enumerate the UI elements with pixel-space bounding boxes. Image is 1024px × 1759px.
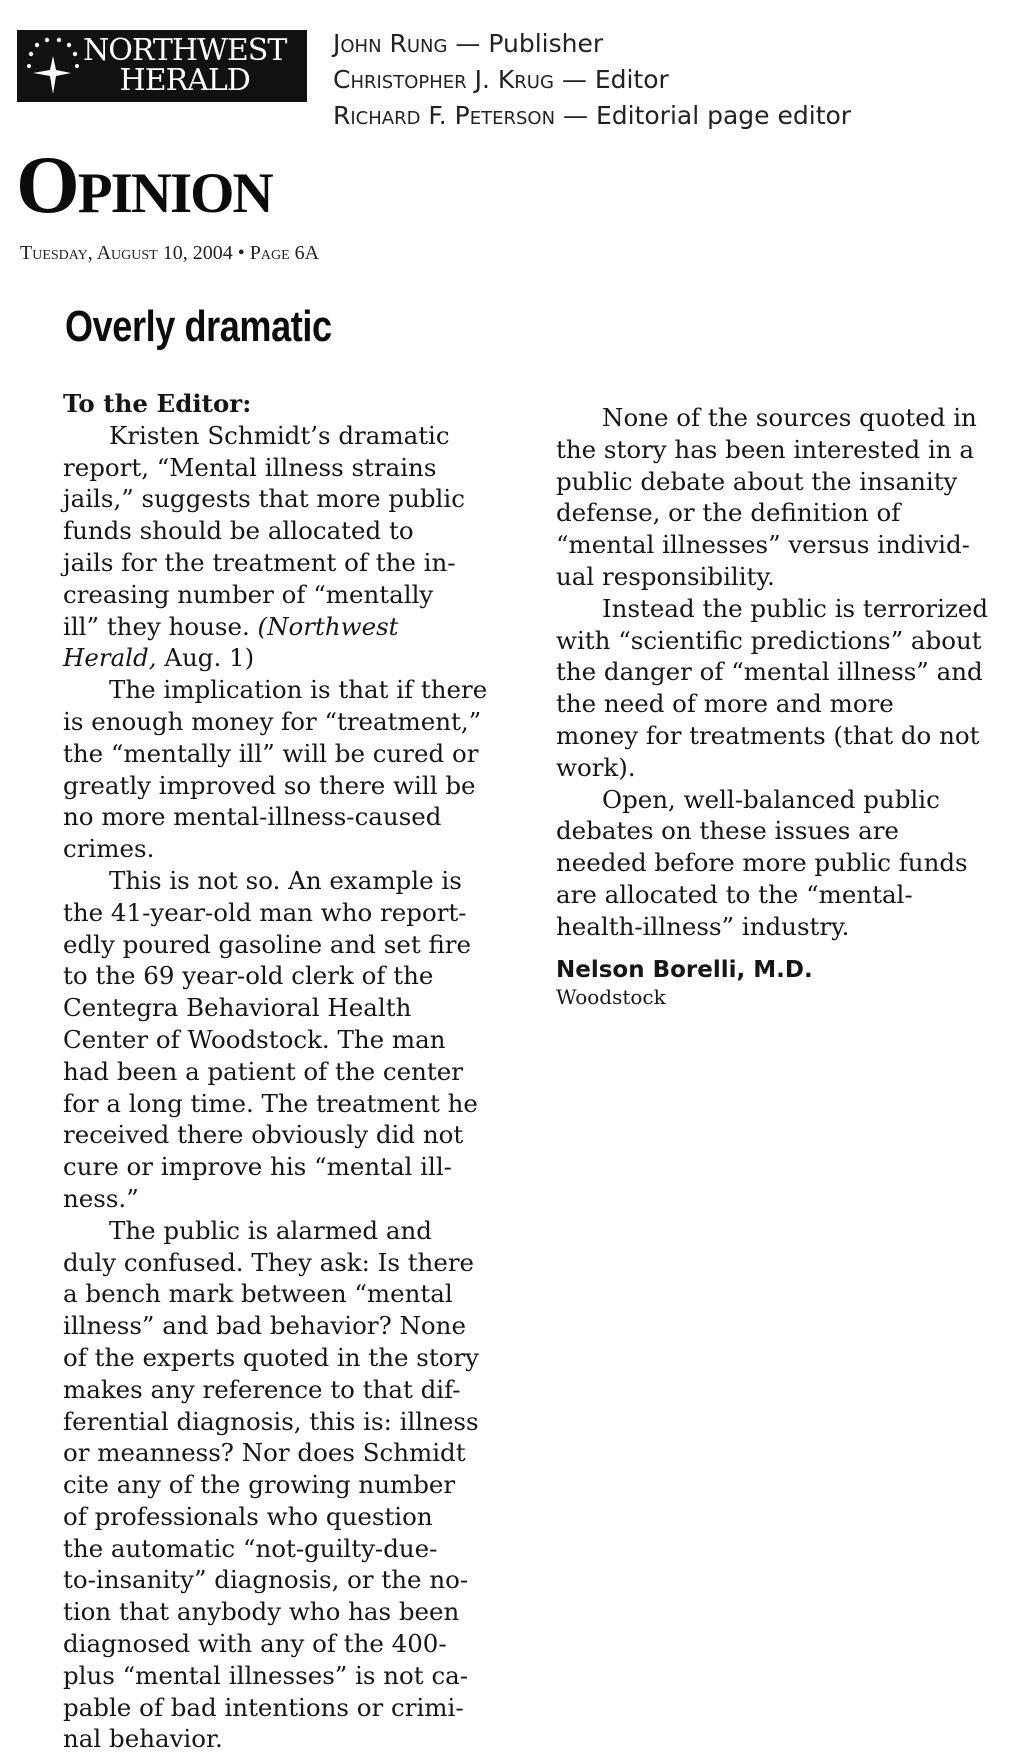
text-line: jails,” suggests that more public (63, 484, 465, 514)
text-line: plus “mental illnesses” is not ca- (63, 1660, 469, 1690)
text-line: report, “Mental illness strains (63, 452, 437, 482)
staff-name: Richard F. Peterson (333, 101, 556, 130)
text-line: illness” and bad behavior? None (63, 1311, 466, 1341)
text-line: had been a patient of the center (63, 1056, 463, 1086)
text-line: greatly improved so there will be (63, 770, 476, 800)
text-line: health-illness” industry. (556, 911, 850, 941)
text-line: the 41-year-old man who report- (63, 897, 467, 927)
text-line: cite any of the growing number (63, 1470, 456, 1500)
text-line: money for treatments (that do not (556, 720, 980, 750)
text-line: ill” they house. (Northwest (63, 611, 399, 641)
text-line: nal behavior. (63, 1724, 223, 1754)
text-line: public debate about the insanity (556, 466, 958, 496)
article-column-right (556, 402, 1016, 1009)
staff-row: Richard F. Peterson — Editorial page editor (333, 101, 852, 130)
staff-role: Editor (594, 65, 669, 94)
text-line: “mental illnesses” versus individ- (556, 530, 970, 560)
logo-line-1: NORTHWEST (83, 33, 287, 68)
dateline: Tuesday, August 10, 2004 • Page 6A (20, 242, 320, 264)
logo-line-2: HERALD (119, 63, 250, 98)
text-line: a bench mark between “mental (63, 1279, 453, 1309)
text-line: or meanness? Nor does Schmidt (63, 1438, 466, 1468)
text-line: to the 69 year-old clerk of the (63, 961, 434, 991)
text-line: makes any reference to that dif- (63, 1374, 461, 1404)
text-line: duly confused. They ask: Is there (63, 1247, 475, 1277)
text-line: edly poured gasoline and set fire (63, 929, 472, 959)
text-line: The public is alarmed and (109, 1215, 432, 1245)
section-title: Opinion (16, 139, 272, 230)
staff-row: Christopher J. Krug — Editor (333, 65, 669, 94)
text-line: needed before more public funds (556, 848, 968, 878)
text-line: received there obviously did not (63, 1120, 464, 1150)
text-line: cure or improve his “mental ill- (63, 1152, 452, 1182)
text-line: the danger of “mental illness” and (556, 657, 983, 687)
text-line: tion that anybody who has been (63, 1597, 460, 1627)
text-line: crimes. (63, 834, 155, 864)
text-line: for a long time. The treatment he (63, 1088, 478, 1118)
text-line: This is not so. An example is (109, 865, 462, 895)
signature-name: Nelson Borelli, M.D. (556, 956, 813, 983)
text-line: defense, or the definition of (556, 498, 901, 528)
italic-citation: Herald, (63, 643, 157, 673)
text-line: creasing number of “mentally (63, 579, 434, 609)
text-line: work). (556, 752, 636, 782)
text-line: to-insanity” diagnosis, or the no- (63, 1565, 469, 1595)
text-line: of the experts quoted in the story (63, 1342, 479, 1372)
text-line: Centegra Behavioral Health (63, 993, 412, 1023)
text-line: the story has been interested in a (556, 434, 974, 464)
article-headline: Overly dramatic (65, 302, 332, 351)
text-line: ness.” (63, 1183, 139, 1213)
text-line: is enough money for “treatment,” (63, 706, 482, 736)
text-line: the need of more and more (556, 689, 894, 719)
staff-role: Publisher (488, 29, 604, 58)
text-line: jails for the treatment of the in- (63, 547, 456, 577)
text-line: Open, well-balanced public (602, 784, 940, 814)
text-line: diagnosed with any of the 400- (63, 1629, 447, 1659)
right-column-text (556, 402, 1016, 943)
text-line: of professionals who question (63, 1501, 433, 1531)
text-line: the “mentally ill” will be cured or (63, 738, 479, 768)
text-line: Instead the public is terrorized (602, 593, 989, 623)
text-line: The implication is that if there (109, 675, 488, 705)
text-line: no more mental-illness-caused (63, 802, 442, 832)
text-line: debates on these issues are (556, 816, 899, 846)
text-line: with “scientific predictions” about (556, 625, 982, 655)
article-column-left (63, 388, 513, 1755)
staff-role: Editorial page editor (595, 101, 852, 130)
text-line: funds should be allocated to (63, 516, 414, 546)
text-line: are allocated to the “mental- (556, 879, 913, 909)
text-line: Kristen Schmidt’s dramatic (109, 420, 450, 450)
left-column-text (63, 420, 513, 1755)
italic-citation: (Northwest (257, 611, 399, 641)
signature-place: Woodstock (556, 984, 666, 1009)
newspaper-logo (17, 30, 307, 102)
staff-box (333, 26, 851, 134)
star-compass-icon (17, 30, 87, 102)
staff-name: Christopher J. Krug (333, 65, 554, 94)
text-line: ferential diagnosis, this is: illness (63, 1406, 479, 1436)
text-line: pable of bad intentions or crimi- (63, 1692, 464, 1722)
text-line: Herald, Aug. 1) (63, 643, 255, 673)
text-line: Center of Woodstock. The man (63, 1024, 446, 1054)
staff-row: John Rung — Publisher (333, 29, 604, 58)
salutation: To the Editor: (63, 389, 252, 418)
text-line: ual responsibility. (556, 561, 775, 591)
text-line: the automatic “not-guilty-due- (63, 1533, 438, 1563)
staff-name: John Rung (333, 29, 448, 58)
text-line: None of the sources quoted in (602, 403, 977, 432)
